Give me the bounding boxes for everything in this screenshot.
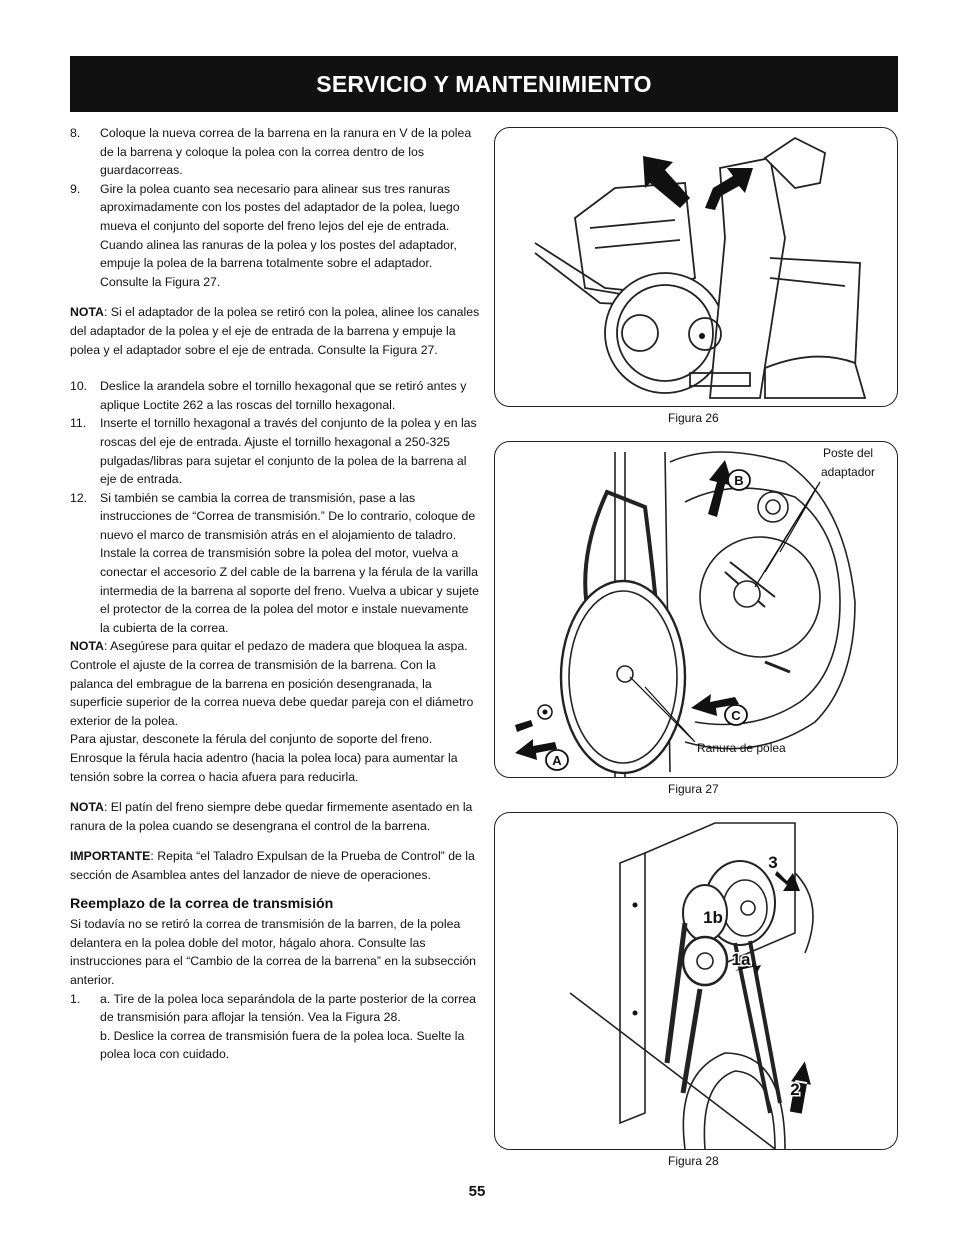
list-item: 11. Inserte el tornillo hexagonal a través del conjunto de la polea y en las roscas del eje de entrada. Ajuste el tornillo hexagonal a 250-325 pulgadas/libras para sujetar el conjunto de la polea de la barrena al eje de entrada. (70, 416, 477, 487)
ranura-label: Ranura de polea (697, 741, 786, 755)
figure-27-caption: Figura 27 (668, 782, 719, 796)
list-item: 9. Gire la polea cuanto sea necesario para alinear sus tres ranuras aproximadamente con los postes del adaptador de la polea, luego mueva el conjunto del soporte del freno lejos del eje de entrada. Cuando alinea las ranuras de la polea y los postes del adaptador, empuje la polea de la barrena totalmente sobre el adaptador. Consulte la Figura 27. (70, 181, 460, 289)
figure-26 (494, 127, 898, 407)
poste-label-line2: adaptador (821, 465, 876, 479)
section-heading: Reemplazo de la correa de transmisión (70, 895, 334, 912)
callout-3: 3 (768, 853, 778, 872)
callout-a-label: A (552, 753, 562, 768)
callout-b-label: B (734, 473, 744, 488)
callout-c-label: C (731, 708, 741, 723)
page-title: SERVICIO Y MANTENIMIENTO (316, 70, 652, 97)
callout-1b: 1b (703, 908, 723, 927)
figure-28-caption: Figura 28 (668, 1154, 719, 1168)
body-paragraph: Si todavía no se retiró la correa de transmisión de la barren, de la polea delantera en la polea doble del motor, hágalo ahora. Consulte las instrucciones para el “Cambio de la correa de la barrena” en la subsección anterior. (70, 917, 477, 987)
body-paragraph: Controle el ajuste de la correa de transmisión de la barrena. Con la palanca del embrague de la barrena en posición desengranada, la superficie superior de la correa nueva debe quedar pareja con el diámetro exterior de la polea. (70, 658, 474, 728)
list-item-sub: b. Deslice la correa de transmisión fuera de la polea loca. Suelte la polea loca con cuidado. (100, 1028, 465, 1062)
text-column (70, 124, 480, 1064)
list-item: 8. Coloque la nueva correa de la barrena en la ranura en V de la polea de la barrena y coloque la polea con la correa dentro de los guardacorreas. (70, 126, 472, 178)
callout-1a: 1a (731, 950, 751, 969)
figure-27-illustration (495, 442, 897, 777)
figure-28-illustration (495, 813, 897, 1149)
figure-27 (494, 441, 898, 778)
body-paragraph: Para ajustar, desconete la férula del conjunto de soporte del freno. Enrosque la férula hacia adentro (hacia la polea loca) para aumentar la tensión sobre la correa o hacia afuera para reducirla. (70, 732, 458, 784)
figure-28 (494, 812, 898, 1150)
page-number: 55 (468, 1183, 486, 1200)
section-header (70, 56, 898, 112)
note-paragraph: NOTA: Si el adaptador de la polea se retiró con la polea, alinee los canales del adaptador de la polea y el eje de entrada de la barrena y empuje la polea y el adaptador sobre el eje de entrada. Consulte la Figura 27. (70, 305, 480, 357)
list-item: 10. Deslice la arandela sobre el tornillo hexagonal que se retiró antes y aplique Loctite 262 a las roscas del tornillo hexagonal. (70, 379, 467, 412)
note-paragraph: NOTA: Asegúrese para quitar el pedazo de madera que bloquea la aspa. (70, 639, 468, 654)
callout-2: 2 (790, 1080, 800, 1099)
list-item: 1. a. Tire de la polea loca separándola de la parte posterior de la correa de transmisión para aflojar la tensión. Vea la Figura 28. (70, 991, 476, 1025)
note-paragraph: NOTA: El patín del freno siempre debe quedar firmemente asentado en la ranura de la polea cuando se desengrana el control de la barrena. (70, 800, 473, 833)
poste-label-line1: Poste del (823, 446, 874, 460)
figure-26-caption: Figura 26 (668, 411, 719, 425)
list-item: 12. Si también se cambia la correa de transmisión, pase a las instrucciones de “Correa de transmisión.” De lo contrario, coloque de nuevo el marco de transmisión atrás en el alojamiento de taladro. Instale la correa de transmisión sobre la polea del motor, vuelva a conectar el accesorio Z del cable de la barrena y la férula de la varilla intermedia de la barrena al soporte del freno. Vuelva a ubicar y sujete el protector de la correa de la polea del motor e instale nuevamente la cubierta de la correa. (70, 490, 479, 635)
figure-26-illustration (495, 128, 897, 406)
important-paragraph: IMPORTANTE: Repita “el Taladro Expulsan de la Prueba de Control” de la sección de Asamblea antes del lanzador de nieve de operaciones. (70, 849, 475, 882)
